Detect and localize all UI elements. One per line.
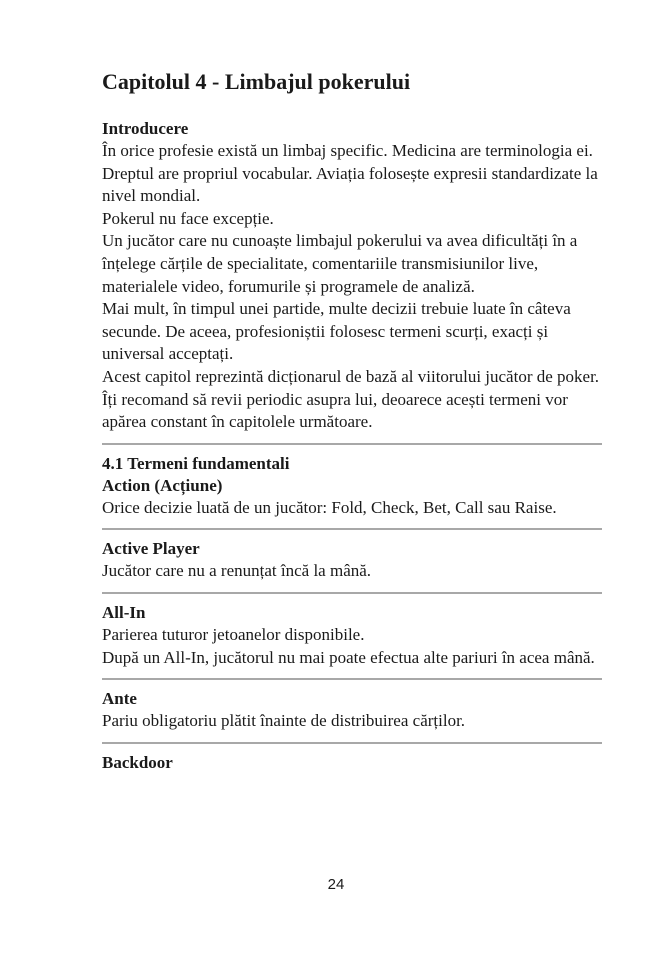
divider — [102, 528, 602, 530]
intro-section — [102, 118, 602, 434]
page-content — [102, 68, 602, 774]
term-name: Ante — [102, 689, 137, 709]
intro-paragraph: Pokerul nu face excepție. — [102, 208, 274, 228]
glossary-entry — [102, 538, 602, 583]
term-name: Backdoor — [102, 752, 173, 772]
divider — [102, 592, 602, 594]
term-name: All-In — [102, 602, 146, 622]
term-definition: Parierea tuturor jetoanelor disponibile. — [102, 624, 365, 644]
chapter-title: Capitolul 4 - Limbajul pokerului — [102, 69, 411, 94]
divider — [102, 742, 602, 744]
term-definition: Orice decizie luată de un jucător: Fold, Check, Bet, Call sau Raise. — [102, 497, 557, 517]
divider — [102, 443, 602, 445]
intro-paragraph: Acest capitol reprezintă dicționarul de bază al viitorului jucător de poker. Îți recomand să revii periodic asupra lui, deoarece acești termeni vor apărea constant în capitolele următoare. — [102, 366, 600, 432]
divider — [102, 678, 602, 680]
term-name: Action (Acțiune) — [102, 475, 223, 495]
term-name: Active Player — [102, 539, 200, 559]
section-title: 4.1 Termeni fundamentali — [102, 453, 290, 473]
glossary-entry — [102, 453, 602, 520]
glossary-entry — [102, 688, 602, 733]
intro-paragraph: Un jucător care nu cunoaște limbajul pokerului va avea dificultăți în a înțelege cărțile de specialitate, comentariile transmisiunilor live, materialele video, forumurile și programele de analiză. — [102, 231, 578, 296]
term-definition: Pariu obligatoriu plătit înainte de distribuirea cărților. — [102, 711, 466, 731]
page-number: 24 — [327, 876, 345, 893]
intro-paragraph: În orice profesie există un limbaj specific. Medicina are terminologia ei. Dreptul are propriul vocabular. Aviația folosește expresii standardizate la nivel mondial. — [102, 141, 598, 206]
intro-heading: Introducere — [102, 119, 189, 138]
glossary-entry — [102, 602, 602, 669]
term-definition: După un All-In, jucătorul nu mai poate efectua alte pariuri în acea mână. — [102, 647, 595, 667]
term-definition: Jucător care nu a renunțat încă la mână. — [102, 561, 372, 581]
glossary-entry — [102, 752, 602, 774]
intro-paragraph: Mai mult, în timpul unei partide, multe decizii trebuie luate în câteva secunde. De aceea, profesioniștii folosesc termeni scurți, exacți și universal acceptați. — [102, 299, 571, 364]
